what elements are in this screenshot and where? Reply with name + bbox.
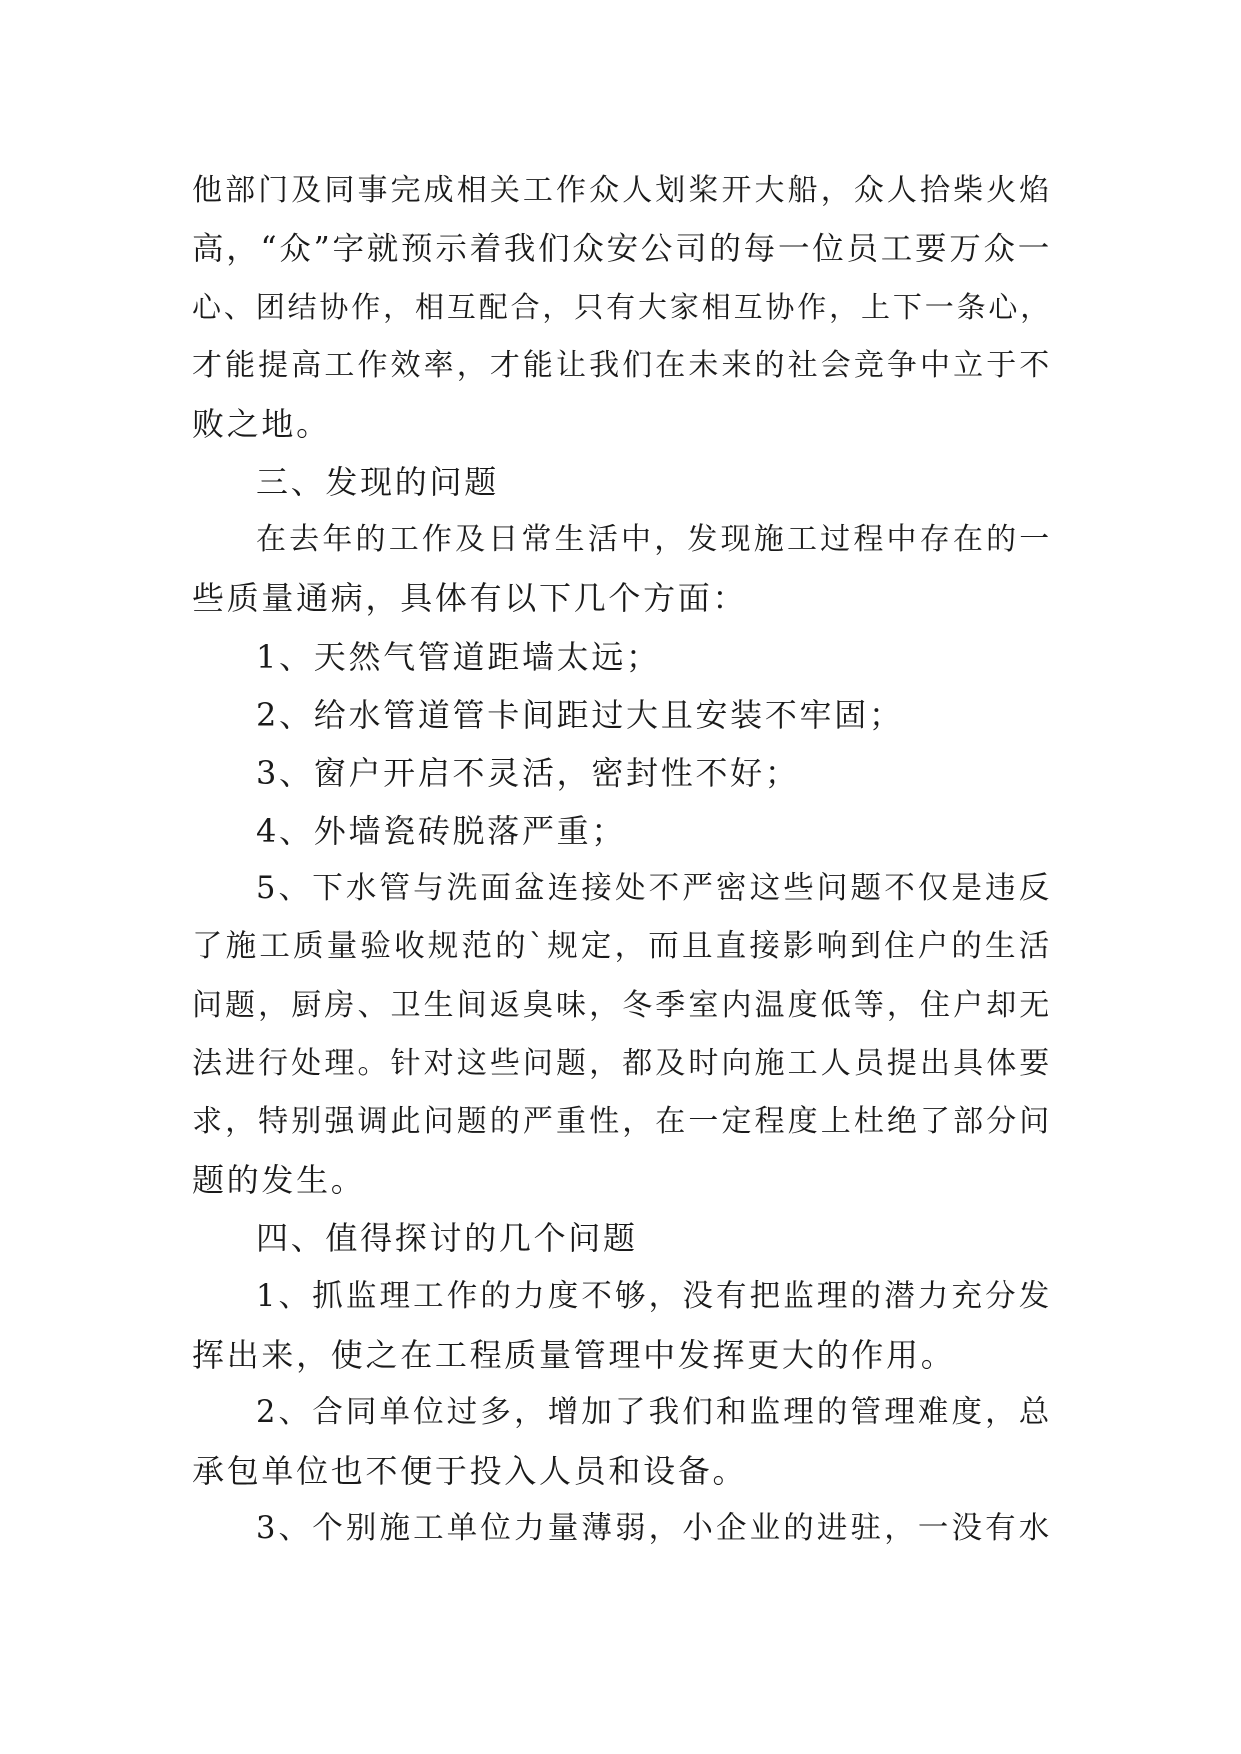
text-line: 3、个别施工单位力量薄弱，小企业的进驻，一没有水 (256, 1511, 1052, 1547)
text-line: 才能提高工作效率，才能让我们在未来的社会竞争中立于不 (192, 347, 1052, 383)
text-line: 3、窗户开启不灵活，密封性不好； (256, 753, 800, 792)
text-line: 心、团结协作，相互配合，只有大家相互协作，上下一条心， (192, 290, 1052, 325)
text-line: 高，“众”字就预示着我们众安公司的每一位员工要万众一 (192, 231, 1052, 268)
text-line: 承包单位也不便于投入人员和设备。 (192, 1452, 748, 1491)
text-line: 1、天然气管道距墙太远； (256, 637, 661, 676)
text-line: 题的发生。 (192, 1161, 366, 1200)
text-line: 法进行处理。针对这些问题，都及时向施工人员提出具体要 (192, 1045, 1052, 1081)
text-line: 他部门及同事完成相关工作众人划桨开大船，众人拾柴火焰 (192, 173, 1052, 208)
text-line: 在去年的工作及日常生活中，发现施工过程中存在的一 (256, 522, 1052, 558)
text-line: 求，特别强调此问题的严重性，在一定程度上杜绝了部分问 (192, 1104, 1052, 1139)
text-line: 四、值得探讨的几个问题 (256, 1219, 638, 1258)
text-line: 了施工质量验收规范的`规定，而且直接影响到住户的生活 (192, 929, 1052, 965)
text-line: 挥出来，使之在工程质量管理中发挥更大的作用。 (192, 1335, 956, 1374)
text-line: 问题，厨房、卫生间返臭味，冬季室内温度低等，住户却无 (192, 987, 1052, 1023)
text-line: 4、外墙瓷砖脱落严重； (256, 812, 627, 851)
text-line: 5、下水管与洗面盆连接处不严密这些问题不仅是违反 (256, 871, 1052, 907)
text-line: 2、给水管道管卡间距过大且安装不牢固； (256, 695, 904, 734)
text-line: 败之地。 (192, 404, 331, 443)
text-line: 些质量通病，具体有以下几个方面： (192, 579, 748, 618)
document-body (192, 162, 1052, 1559)
text-line: 1、抓监理工作的力度不够，没有把监理的潜力充分发 (256, 1278, 1052, 1314)
text-line: 2、合同单位过多，增加了我们和监理的管理难度，总 (256, 1394, 1052, 1430)
text-line: 三、发现的问题 (256, 462, 499, 501)
